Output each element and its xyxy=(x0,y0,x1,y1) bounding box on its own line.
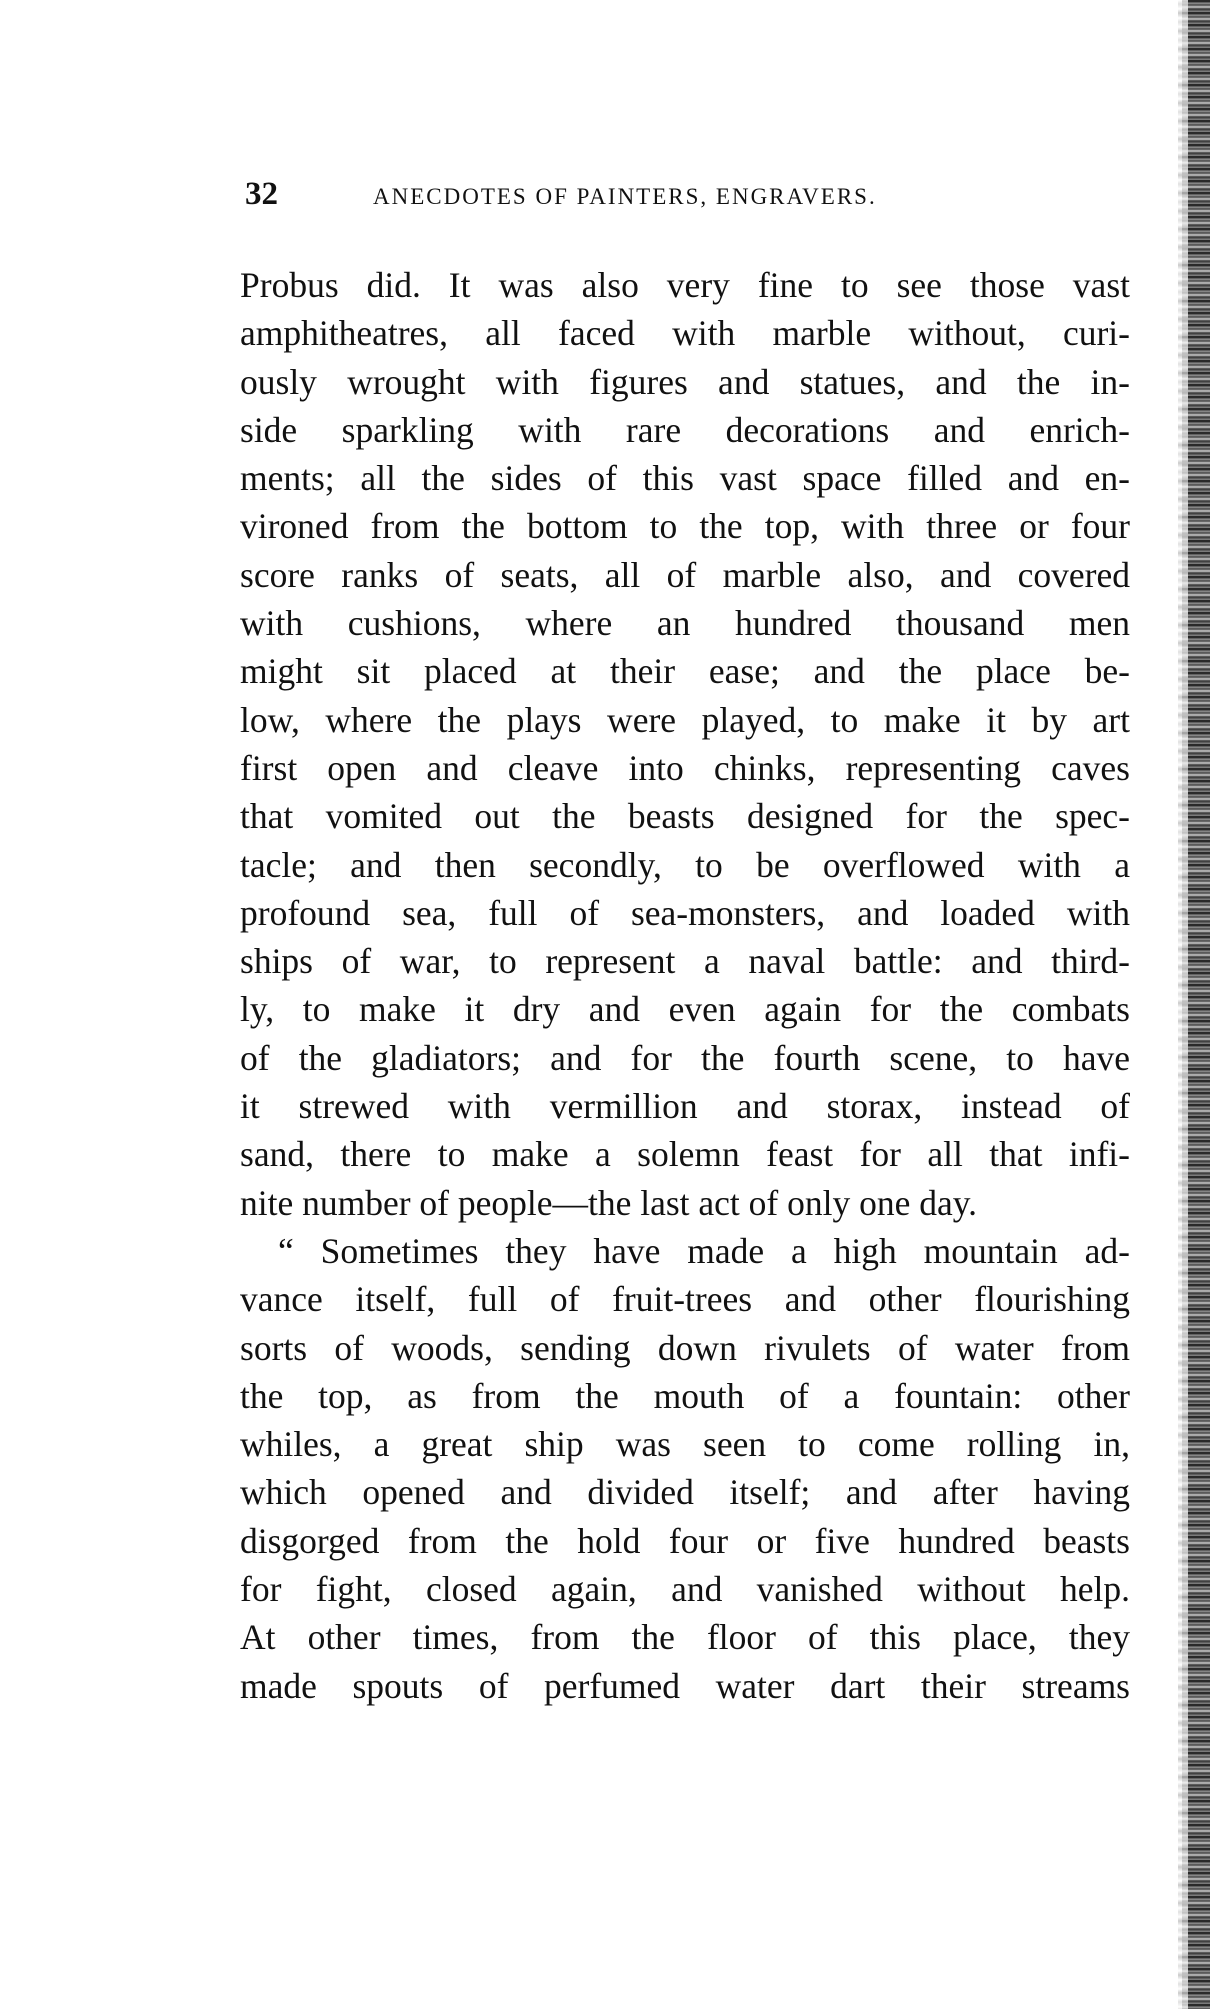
body-text xyxy=(240,261,1130,1710)
text-line: whiles, a great ship was seen to come rolling in, xyxy=(240,1424,1130,1465)
text-line: the top, as from the mouth of a fountain: other xyxy=(240,1375,1130,1416)
text-line: with cushions, where an hundred thousand men xyxy=(240,603,1130,644)
text-line: score ranks of seats, all of marble also, and covered xyxy=(240,554,1130,595)
text-line: low, where the plays were played, to make it by art xyxy=(240,699,1130,740)
text-line: vironed from the bottom to the top, with three or four xyxy=(240,506,1130,547)
text-line: ously wrought with figures and statues, and the in- xyxy=(240,361,1130,402)
text-line: for fight, closed again, and vanished without help. xyxy=(240,1569,1130,1610)
text-line: might sit placed at their ease; and the place be- xyxy=(240,651,1130,692)
text-line: ships of war, to represent a naval battle: and third- xyxy=(240,941,1130,982)
text-line: first open and cleave into chinks, representing caves xyxy=(240,747,1130,788)
text-line: Probus did. It was also very fine to see those vast xyxy=(240,265,1130,305)
text-line: ments; all the sides of this vast space filled and en- xyxy=(240,458,1130,499)
paragraph-end-line: nite number of people—the last act of only one day. xyxy=(240,1182,978,1223)
text-line: amphitheatres, all faced with marble without, curi- xyxy=(240,313,1130,354)
text-line: At other times, from the floor of this place, they xyxy=(240,1617,1130,1658)
text-line: side sparkling with rare decorations and enrich- xyxy=(240,409,1130,450)
page-header xyxy=(245,176,1125,216)
text-line: it strewed with vermillion and storax, instead of xyxy=(240,1086,1130,1127)
text-line: disgorged from the hold four or five hundred beasts xyxy=(240,1520,1130,1561)
text-line: ly, to make it dry and even again for the combats xyxy=(240,989,1130,1030)
paragraph-start-line: “ Sometimes they have made a high mountain ad- xyxy=(278,1230,1130,1271)
text-line: vance itself, full of fruit-trees and other flourishing xyxy=(240,1279,1130,1320)
text-line: which opened and divided itself; and after having xyxy=(240,1472,1130,1513)
text-line: tacle; and then secondly, to be overflowed with a xyxy=(240,844,1130,885)
running-head: ANECDOTES OF PAINTERS, ENGRAVERS. xyxy=(373,184,877,209)
page-number: 32 xyxy=(245,176,278,212)
text-line: sorts of woods, sending down rivulets of water from xyxy=(240,1327,1130,1368)
text-line: of the gladiators; and for the fourth scene, to have xyxy=(240,1037,1130,1078)
text-line: that vomited out the beasts designed for the spec- xyxy=(240,796,1130,837)
text-line: sand, there to make a solemn feast for all that infi- xyxy=(240,1134,1130,1175)
text-line: profound sea, full of sea-monsters, and loaded with xyxy=(240,892,1130,933)
text-line: made spouts of perfumed water dart their streams xyxy=(240,1665,1130,1706)
page-edge-highlight xyxy=(1178,0,1188,2009)
